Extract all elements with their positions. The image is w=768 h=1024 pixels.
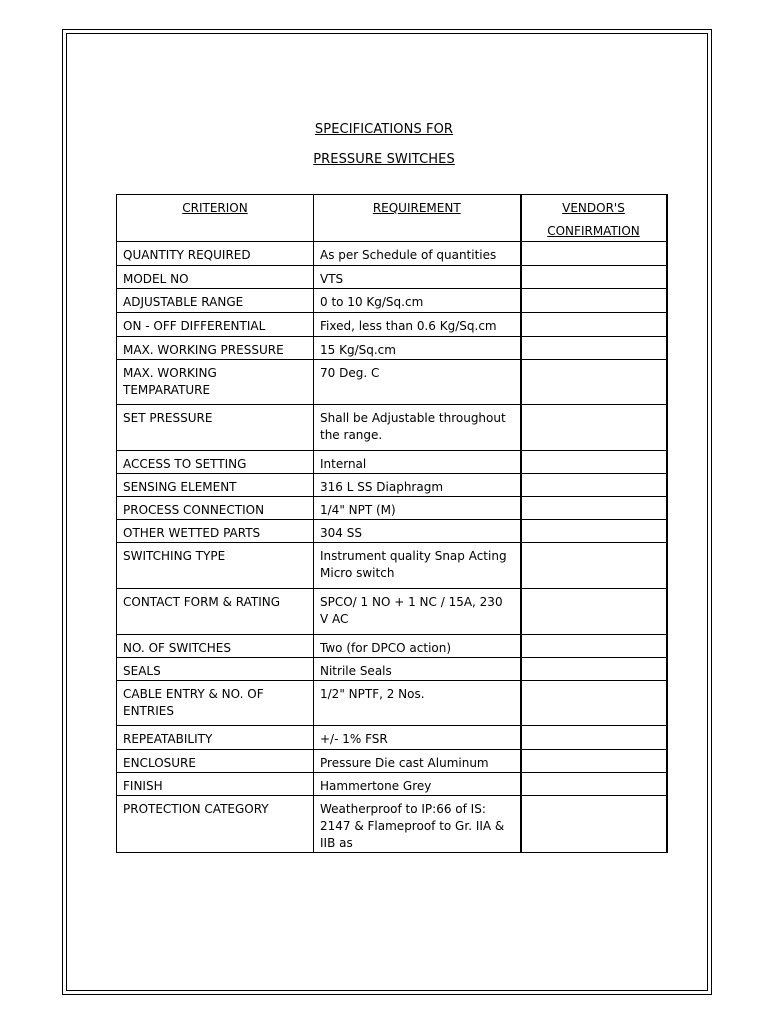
criterion-cell: NO. OF SWITCHES <box>117 635 314 658</box>
criterion-cell: MAX. WORKING PRESSURE <box>117 337 314 360</box>
criterion-cell: SENSING ELEMENT <box>117 474 314 497</box>
vendor-confirmation-cell[interactable] <box>521 289 667 313</box>
requirement-cell: Hammertone Grey <box>314 773 521 796</box>
requirement-cell: 1/4" NPT (M) <box>314 497 521 520</box>
requirement-cell: As per Schedule of quantities <box>314 242 521 266</box>
header-criterion: CRITERION <box>117 195 314 242</box>
criterion-cell: SEALS <box>117 658 314 681</box>
table-row <box>117 520 667 543</box>
criterion-cell: SWITCHING TYPE <box>117 543 314 589</box>
vendor-confirmation-cell[interactable] <box>521 681 667 726</box>
document-title-line1: SPECIFICATIONS FOR <box>314 122 454 137</box>
vendor-confirmation-cell[interactable] <box>521 543 667 589</box>
requirement-cell: +/- 1% FSR <box>314 726 521 750</box>
specifications-table <box>116 194 668 853</box>
table-row <box>117 405 667 451</box>
header-vendor-line2: CONFIRMATION <box>547 224 640 238</box>
criterion-cell: ON - OFF DIFFERENTIAL <box>117 313 314 337</box>
table-row <box>117 360 667 405</box>
requirement-cell: 0 to 10 Kg/Sq.cm <box>314 289 521 313</box>
header-vendor-confirmation <box>521 195 667 242</box>
vendor-confirmation-cell[interactable] <box>521 337 667 360</box>
criterion-cell: PROCESS CONNECTION <box>117 497 314 520</box>
requirement-cell: 15 Kg/Sq.cm <box>314 337 521 360</box>
table-row <box>117 242 667 266</box>
criterion-cell: ADJUSTABLE RANGE <box>117 289 314 313</box>
table-row <box>117 681 667 726</box>
vendor-confirmation-cell[interactable] <box>521 242 667 266</box>
table-row <box>117 750 667 773</box>
requirement-cell: Shall be Adjustable throughout the range. <box>314 405 521 451</box>
header-vendor-line1: VENDOR'S <box>562 201 625 215</box>
requirement-cell: 1/2" NPTF, 2 Nos. <box>314 681 521 726</box>
criterion-cell: CONTACT FORM & RATING <box>117 589 314 635</box>
vendor-confirmation-cell[interactable] <box>521 589 667 635</box>
vendor-confirmation-cell[interactable] <box>521 796 667 853</box>
vendor-confirmation-cell[interactable] <box>521 726 667 750</box>
table-row <box>117 726 667 750</box>
table-row <box>117 589 667 635</box>
requirement-cell: Two (for DPCO action) <box>314 635 521 658</box>
criterion-cell: FINISH <box>117 773 314 796</box>
criterion-cell: SET PRESSURE <box>117 405 314 451</box>
requirement-cell: Instrument quality Snap Acting Micro switch <box>314 543 521 589</box>
criterion-cell: ACCESS TO SETTING <box>117 451 314 474</box>
criterion-cell: ENCLOSURE <box>117 750 314 773</box>
table-row <box>117 635 667 658</box>
requirement-cell: Fixed, less than 0.6 Kg/Sq.cm <box>314 313 521 337</box>
table-row <box>117 773 667 796</box>
vendor-confirmation-cell[interactable] <box>521 520 667 543</box>
requirement-cell: Nitrile Seals <box>314 658 521 681</box>
header-requirement: REQUIREMENT <box>314 195 521 242</box>
criterion-cell: MAX. WORKING TEMPARATURE <box>117 360 314 405</box>
table-header-row <box>117 195 667 242</box>
vendor-confirmation-cell[interactable] <box>521 405 667 451</box>
table-row <box>117 266 667 289</box>
table-row <box>117 289 667 313</box>
vendor-confirmation-cell[interactable] <box>521 658 667 681</box>
vendor-confirmation-cell[interactable] <box>521 360 667 405</box>
vendor-confirmation-cell[interactable] <box>521 750 667 773</box>
table-row <box>117 796 667 853</box>
table-row <box>117 497 667 520</box>
criterion-cell: MODEL NO <box>117 266 314 289</box>
vendor-confirmation-cell[interactable] <box>521 474 667 497</box>
requirement-cell: 304 SS <box>314 520 521 543</box>
criterion-cell: PROTECTION CATEGORY <box>117 796 314 853</box>
table-row <box>117 337 667 360</box>
table-row <box>117 451 667 474</box>
criterion-cell: QUANTITY REQUIRED <box>117 242 314 266</box>
table-row <box>117 543 667 589</box>
vendor-confirmation-cell[interactable] <box>521 773 667 796</box>
criterion-cell: REPEATABILITY <box>117 726 314 750</box>
vendor-confirmation-cell[interactable] <box>521 313 667 337</box>
vendor-confirmation-cell[interactable] <box>521 635 667 658</box>
requirement-cell: 70 Deg. C <box>314 360 521 405</box>
requirement-cell: Internal <box>314 451 521 474</box>
requirement-cell: SPCO/ 1 NO + 1 NC / 15A, 230 V AC <box>314 589 521 635</box>
requirement-cell: Pressure Die cast Aluminum <box>314 750 521 773</box>
criterion-cell: OTHER WETTED PARTS <box>117 520 314 543</box>
table-row <box>117 658 667 681</box>
vendor-confirmation-cell[interactable] <box>521 451 667 474</box>
table-row <box>117 313 667 337</box>
document-title-line2: PRESSURE SWITCHES <box>313 152 455 167</box>
vendor-confirmation-cell[interactable] <box>521 497 667 520</box>
criterion-cell: CABLE ENTRY & NO. OF ENTRIES <box>117 681 314 726</box>
requirement-cell: 316 L SS Diaphragm <box>314 474 521 497</box>
table-row <box>117 474 667 497</box>
requirement-cell: Weatherproof to IP:66 of IS: 2147 & Flameproof to Gr. IIA & IIB as <box>314 796 521 853</box>
vendor-confirmation-cell[interactable] <box>521 266 667 289</box>
requirement-cell: VTS <box>314 266 521 289</box>
